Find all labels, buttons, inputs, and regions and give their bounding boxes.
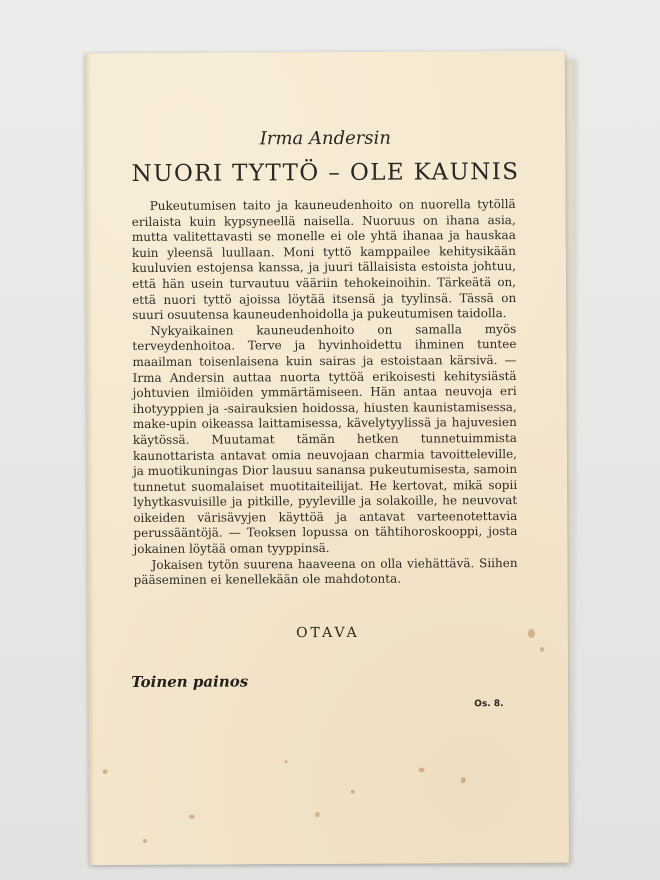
book-title: NUORI TYTTÖ – OLE KAUNIS — [131, 158, 520, 188]
blurb-paragraph: Jokaisen tytön suurena haaveena on olla viehättävä. Siihen pääseminen ei kenellekään ole mahdotonta. — [133, 555, 518, 588]
author-name: Irma Andersin — [259, 127, 391, 150]
stain-spot — [419, 767, 425, 772]
book-back-cover — [85, 51, 569, 866]
edition-label: Toinen painos — [131, 672, 249, 692]
stain-spot — [461, 777, 466, 783]
blurb-text — [132, 197, 518, 589]
stain-spot — [540, 647, 544, 652]
publisher-name: OTAVA — [295, 624, 360, 642]
stain-spot — [189, 815, 195, 819]
stain-spot — [103, 769, 108, 774]
blurb-paragraph: Pukeutumisen taito ja kauneudenhoito on nuorella tytöllä erilaista kuin kypsyneellä naisella. Nuoruus on ihana asia, mutta valitettavasti se monelle ei ole yhtä ihanaa ja hauskaa kuin yleensä luullaan. Moni tyttö kamppailee kehitysikään kuuluvien estojensa kanssa, ja juuri tällaisista estoista johtuu, että hän usein turvautuu vääriin tehokeinoihin. Tärkeätä on, että nuori tyttö ajoissa löytää itsensä ja tyylinsä. Tässä on suuri osuutensa kauneudenhoidolla ja pukeutumisen taidolla. — [131, 197, 517, 323]
catalog-code: Os. 8. — [474, 699, 504, 710]
blurb-paragraph: Nykyaikainen kauneudenhoito on samalla myös terveydenhoitoa. Terve ja hyvinhoidettu ihminen tuntee maailman toisenlaisena kuin sairas ja estoistaan kärsivä. — Irma Andersin auttaa nuorta tyttöä erikoisesti kehitysiästä johtuvien ilmiöiden ymmärtämiseen. Hän antaa neuvoja eri ihotyyppien ja -sairauksien hoidossa, hiusten kaunistamisessa, make-upin oikeassa laittamisessa, kävelytyylissä ja hajuvesien käytössä. Muutamat tämän hetken tunnetuimmista kaunottarista antavat omia neuvojaan charmia tavoitteleville, ja muotikuningas Dior lausuu sanansa pukeutumisesta, samoin tunnetut suomalaiset muotitaiteilijat. He kertovat, mikä sopii lyhytkasvuisille ja pitkille, pyyleville ja solakoille, he neuvovat oikeiden värisävyjen käyttöä ja antavat varteenotettavia perussääntöjä. — Teoksen lopussa on tähtihoroskooppi, josta jokainen löytää oman tyyppinsä. — [132, 321, 518, 557]
stain-spot — [143, 839, 147, 843]
stain-spot — [351, 790, 355, 794]
stain-spot — [315, 812, 320, 817]
stain-spot — [285, 760, 288, 763]
